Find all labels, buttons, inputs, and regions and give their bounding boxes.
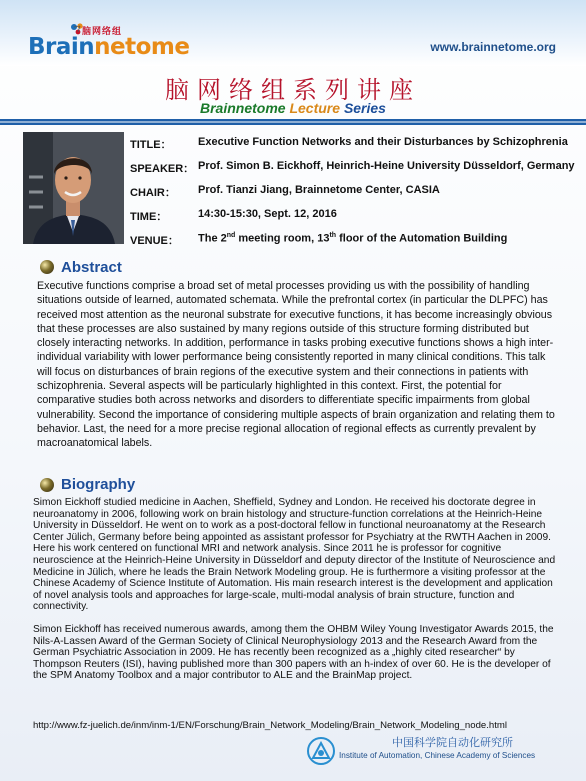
series-title-chinese: 脑网络组系列讲座 — [165, 76, 421, 104]
biography-heading: Biography — [61, 476, 136, 493]
venue-text-2: meeting room, 13 — [235, 232, 330, 245]
logo-name-part2: netome — [94, 34, 190, 60]
title-label: TITLE： — [130, 139, 172, 151]
series-title-word-2: Lecture — [289, 100, 341, 116]
institute-english-name: Institute of Automation, Chinese Academy of Sciences — [339, 751, 536, 760]
info-row-time — [130, 208, 580, 232]
abstract-heading: Abstract — [61, 259, 122, 276]
title-value: Executive Function Networks and their Disturbances by Schizophrenia — [198, 136, 568, 148]
venue-ordinal-2: th — [329, 232, 337, 239]
venue-text-1: The 2 — [198, 232, 227, 245]
biography-text — [33, 497, 563, 693]
speaker-photo — [23, 132, 124, 244]
venue-value — [198, 232, 507, 245]
page-header — [0, 0, 586, 66]
logo-english-name — [28, 34, 190, 60]
reference-link[interactable]: http://www.fz-juelich.de/inm/inm-1/EN/Forschung/Brain_Network_Modeling/Brain_Network_Modeling_node.html — [33, 720, 508, 731]
biography-bullet-icon — [40, 478, 54, 492]
series-title-word-1: Brainnetome — [200, 100, 286, 116]
logo-name-part1: Brain — [28, 34, 95, 60]
time-value: 14:30-15:30, Sept. 12, 2016 — [198, 208, 337, 220]
info-row-speaker — [130, 160, 580, 184]
casia-logo-icon — [306, 736, 336, 766]
abstract-text: Executive functions comprise a broad set of metal processes providing us with the possibility of handling situations outside of learned, automated schemata. While the prefrontal cortex (in particular the DLPFC) has received most attention as the neuronal substrate for executive functions, it has become increasingly obvious that these processes are also sustained by many regions outside of this structure forming distributed but closely interacting networks. In addition, performance in tasks probing executive functions shows a high inter-individual variability with lower performance being consistently reported in many clinical conditions. This talk will focus on disturbances of brain regions of the executive system and their connections in patients with schizophrenia. Several aspects will be particularly highlighted in this context. First, the potential for comparative studies both across networks and disorders to differentiate specific impairments from global vulnerability. Second the importance of considering multiple aspects of brain organization and relating them to behavior. Last, the need for a more precise regional allocation of regional effects as currently prevalent by macroanatomical labels. — [37, 280, 555, 450]
info-row-venue — [130, 232, 580, 256]
venue-ordinal-1: nd — [226, 232, 236, 239]
venue-label: VENUE： — [130, 235, 179, 247]
speaker-label: SPEAKER： — [130, 163, 195, 175]
chair-value: Prof. Tianzi Jiang, Brainnetome Center, CASIA — [198, 184, 440, 196]
time-label: TIME： — [130, 211, 168, 223]
info-row-title — [130, 136, 580, 160]
info-row-chair — [130, 184, 580, 208]
chair-label: CHAIR： — [130, 187, 176, 199]
biography-paragraph-1: Simon Eickhoff studied medicine in Aachen, Sheffield, Sydney and London. He received his doctorate degree in neuroanatomy in 2006, following work on brain histology and structure-function correlations at the Heinrich-Heine University in Düsseldorf. He went on to work as a post-doctoral fellow in functional neuroanatomy at the Research Center Jülich, Germany before being appointed as assistant professor for Psychiatry at the RWTH Aachen in 2009. Here his work centered on functional MRI and network analysis. Since 2011 he is professor for cognitive neuroscience at the Heinrich-Heine University in Düsseldorf and deputy director of the Institute of Neuroscience and Medicine in Jülich, where he leads the Brain Network Modeling group. He is furthermore a visiting professor at the Chinese Academy of Science Institute of Automation. His main research interest is the development and application of novel analysis tools and approaches for large-scale, multi-modal analysis of brain structure, function and connectivity. — [33, 497, 556, 613]
website-url[interactable]: www.brainnetome.org — [430, 40, 556, 54]
header-divider — [0, 119, 586, 125]
venue-text-3: floor of the Automation Building — [336, 232, 508, 245]
biography-paragraph-2: Simon Eickhoff has received numerous awards, among them the OHBM Wiley Young Investigator Awards 2015, the Nils-A-Lassen Award of the German Society of Clinical Neurophysiology 2013 and the Research Award from the German Psychiatric Association in 2009. He has recently been recognized as a „highly cited researcher“ by Thompson Reuters (ISI), having published more than 300 papers with an h-index of over 60. He is the developer of the SPM Anatomy Toolbox and a major contributor to ALE and the BrainMap project. — [33, 623, 554, 682]
speaker-portrait-illustration — [23, 132, 124, 244]
lecture-info — [130, 136, 580, 256]
abstract-bullet-icon — [40, 260, 54, 274]
institute-chinese-name: 中国科学院自动化研究所 — [392, 736, 513, 749]
logo-chinese-name: 脑网络组 — [82, 26, 123, 36]
series-title-english — [0, 100, 586, 116]
series-title-word-3: Series — [343, 100, 386, 116]
speaker-value: Prof. Simon B. Eickhoff, Heinrich-Heine University Düsseldorf, Germany — [198, 160, 575, 172]
